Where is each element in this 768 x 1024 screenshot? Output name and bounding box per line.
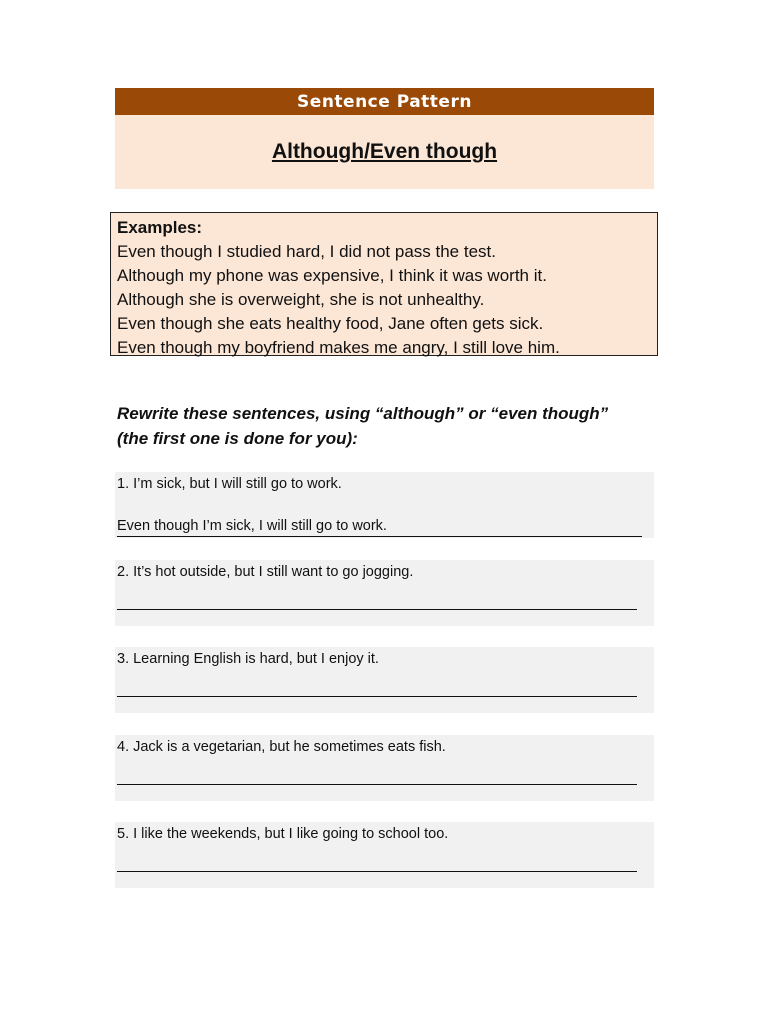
instructions-line: (the first one is done for you): — [117, 428, 358, 448]
answer-blank-line[interactable] — [117, 609, 637, 610]
banner-label: Sentence Pattern — [297, 91, 472, 112]
exercise-prompt: 2. It’s hot outside, but I still want to go jogging. — [117, 564, 414, 580]
example-sentence: Although my phone was expensive, I think it was worth it. — [117, 266, 547, 285]
exercise-item-1 — [115, 472, 654, 538]
sample-answer: Even though I’m sick, I will still go to work. — [117, 518, 642, 537]
title-panel — [115, 115, 654, 189]
exercise-item-2 — [115, 560, 654, 626]
instructions-line: Rewrite these sentences, using “although” or “even though” — [117, 404, 609, 423]
exercise-item-4 — [115, 735, 654, 801]
examples-heading: Examples: — [117, 218, 203, 237]
exercise-prompt: 3. Learning English is hard, but I enjoy it. — [117, 651, 379, 667]
instructions — [117, 402, 657, 451]
example-sentence: Even though my boyfriend makes me angry, I still love him. — [117, 338, 560, 357]
exercise-prompt: 4. Jack is a vegetarian, but he sometimes eats fish. — [117, 739, 446, 755]
exercise-prompt: 1. I’m sick, but I will still go to work. — [117, 476, 342, 492]
exercise-item-5 — [115, 822, 654, 888]
example-sentence: Although she is overweight, she is not unhealthy. — [117, 290, 485, 309]
exercise-item-3 — [115, 647, 654, 713]
example-sentence: Even though she eats healthy food, Jane often gets sick. — [117, 314, 544, 333]
example-sentence: Even though I studied hard, I did not pass the test. — [117, 242, 496, 261]
examples-list — [117, 240, 651, 360]
page-title: Although/Even though — [271, 140, 498, 163]
exercise-prompt: 5. I like the weekends, but I like going to school too. — [117, 826, 449, 842]
examples-box — [110, 212, 658, 356]
answer-blank-line[interactable] — [117, 696, 637, 697]
answer-blank-line[interactable] — [117, 784, 637, 785]
sentence-pattern-banner — [115, 88, 654, 115]
answer-blank-line[interactable] — [117, 871, 637, 872]
